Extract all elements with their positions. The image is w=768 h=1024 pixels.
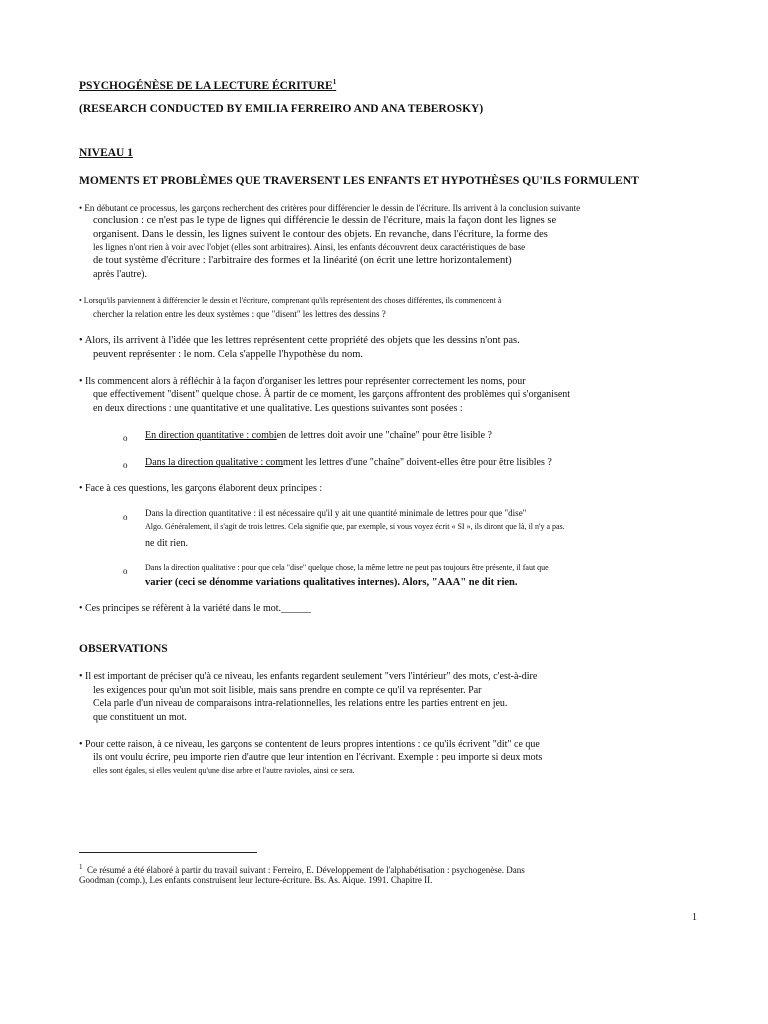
bullet1-line4: les lignes n'ont rien à voir avec l'objet (elles sont arbitraires). Ainsi, les enfants découvrent deux caractéristiques de base bbox=[93, 242, 526, 252]
page-number: 1 bbox=[692, 912, 697, 923]
bullet1-line2: conclusion : ce n'est pas le type de lignes qui différencie le dessin de l'écriture, mais la façon dont les lignes se bbox=[93, 215, 557, 226]
bullet3-line2: peuvent représenter : le nom. Cela s'appelle l'hypothèse du nom. bbox=[93, 349, 363, 360]
obs2-line3: elles sont égales, si elles veulent qu'une dise arbre et l'autre ravioles, ainsi ce sera. bbox=[93, 766, 355, 775]
bullet2-line1: • Lorsqu'ils parviennent à différencier le dessin et l'écriture, comprenant qu'ils représentent des choses différentes, ils commencent à bbox=[79, 296, 502, 305]
obs2-line2: ils ont voulu écrire, peu importe rien d'autre que leur intention en l'écrivant. Exemple : peu importe si deux mots bbox=[93, 752, 543, 763]
title-footnote-ref: 1 bbox=[332, 78, 337, 86]
obs1-line3: Cela parle d'un niveau de comparaisons intra-relationnelles, les relations entre les parties entrent en jeu. bbox=[93, 698, 508, 709]
bullet6-blank: ______ bbox=[281, 603, 312, 614]
obs2-line1: • Pour cette raison, à ce niveau, les garçons se contentent de leurs propres intentions : ce qu'ils écrivent "dit" ce que bbox=[79, 739, 540, 750]
bullet3-line1: • Alors, ils arrivent à l'idée que les lettres représentent cette propriété des objets que les dessins n'ont pas. bbox=[79, 335, 520, 346]
obs1-line1: • Il est important de préciser qu'à ce niveau, les enfants regardent seulement "vers l'intérieur" des mots, c'est-à-dire bbox=[79, 671, 538, 682]
title-text: PSYCHOGÉNÈSE DE LA LECTURE ÉCRITURE bbox=[79, 79, 333, 92]
section-heading: MOMENTS ET PROBLÈMES QUE TRAVERSENT LES ENFANTS ET HYPOTHÈSES QU'ILS FORMULENT bbox=[79, 175, 639, 187]
obs1-line2: les exigences pour qu'un mot soit lisible, mais sans prendre en compte ce qu'il va représenter. Par bbox=[93, 685, 482, 696]
bullet1-line6: après l'autre). bbox=[93, 269, 147, 280]
sub-q1-marker: o bbox=[123, 433, 128, 443]
observations-heading: OBSERVATIONS bbox=[79, 643, 168, 655]
principle2-line1: Dans la direction qualitative : pour que cela "dise" quelque chose, la même lettre ne peut pas toujours être présente, il faut que bbox=[145, 563, 549, 572]
bullet6-text: • Ces principes se réfèrent à la variété dans le mot. bbox=[79, 603, 282, 614]
document-subtitle: (RESEARCH CONDUCTED BY EMILIA FERREIRO AND ANA TEBEROSKY) bbox=[79, 103, 484, 115]
footnote-marker: 1 bbox=[79, 863, 83, 871]
bullet1-line1: • En débutant ce processus, les garçons recherchent des critères pour différencier le dessin de l'écriture. Ils arrivent à la conclusion suivante bbox=[79, 203, 581, 213]
footnote-separator bbox=[79, 852, 257, 853]
bullet1-line3: organisent. Dans le dessin, les lignes suivent le contour des objets. En revanche, dans l'écriture, la forme des bbox=[93, 229, 548, 240]
sub-q1 bbox=[145, 430, 492, 441]
sub-q2 bbox=[145, 457, 552, 468]
principle1-marker: o bbox=[123, 512, 128, 522]
bullet4-line1: • Ils commencent alors à réfléchir à la façon d'organiser les lettres pour représenter correctement les noms, pour bbox=[79, 376, 526, 387]
sub-q1-underlined: En direction quantitative : combi bbox=[145, 430, 277, 441]
bullet1-line5: de tout système d'écriture : l'arbitraire des formes et la linéarité (on écrit une lettre horizontalement) bbox=[93, 255, 512, 266]
principle1-line2: Algo. Généralement, il s'agit de trois lettres. Cela signifie que, par exemple, si vous voyez écrit « SI », ils diront que là, il n'y a pas. bbox=[145, 522, 565, 531]
footnote-line1: Ce résumé a été élaboré à partir du travail suivant : Ferreiro, E. Développement de l'alphabétisation : psychogenèse. Dans bbox=[87, 865, 525, 875]
principle2-marker: o bbox=[123, 566, 128, 576]
bullet5: • Face à ces questions, les garçons élaborent deux principes : bbox=[79, 483, 323, 494]
sub-q2-underlined: Dans la direction qualitative : com bbox=[145, 457, 284, 468]
level-heading: NIVEAU 1 bbox=[79, 147, 133, 159]
bullet4-line3: en deux directions : une quantitative et une qualitative. Les questions suivantes sont posées : bbox=[93, 403, 463, 414]
obs1-line4: que constituent un mot. bbox=[93, 712, 187, 723]
bullet2-line2: chercher la relation entre les deux systèmes : que "disent" les lettres des dessins ? bbox=[93, 309, 386, 319]
footnote-line2: Goodman (comp.), Les enfants construisent leur lecture-écriture. Bs. As. Aique. 1991. Chapitre II. bbox=[79, 875, 433, 885]
sub-q2-marker: o bbox=[123, 460, 128, 470]
document-title bbox=[79, 78, 336, 92]
bullet6 bbox=[79, 603, 311, 614]
principle2-line2: varier (ceci se dénomme variations qualitatives internes). Alors, "AAA" ne dit rien. bbox=[145, 577, 518, 588]
principle1-line3: ne dit rien. bbox=[145, 538, 189, 549]
sub-q1-rest: en de lettres doit avoir une "chaîne" pour être lisible ? bbox=[276, 430, 492, 441]
bullet4-line2: que effectivement "disent" quelque chose. À partir de ce moment, les garçons affrontent des problèmes qui s'organisent bbox=[93, 389, 571, 400]
sub-q2-rest: ment les lettres d'une "chaîne" doivent-elles être pour être lisibles ? bbox=[283, 457, 552, 468]
principle1-line1: Dans la direction quantitative : il est nécessaire qu'il y ait une quantité minimale de lettres pour que "dise" bbox=[145, 508, 527, 518]
